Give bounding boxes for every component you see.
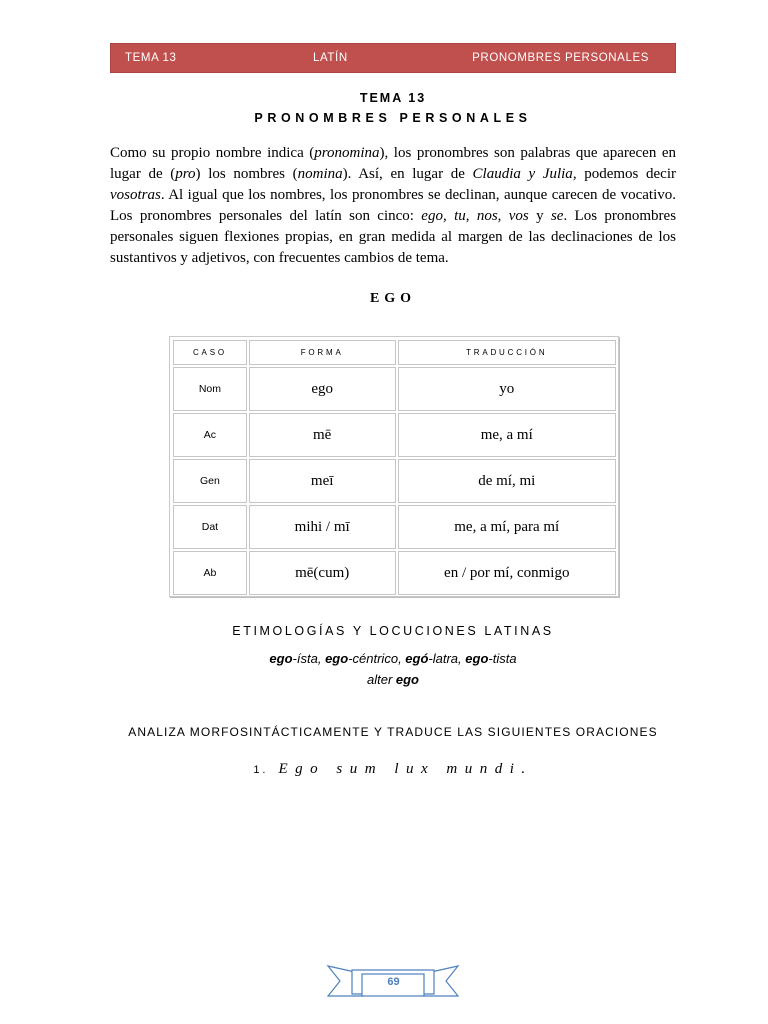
form-cell: mē(cum) (249, 551, 396, 595)
column-header-forma: FORMA (249, 340, 396, 365)
translation-cell: me, a mí, para mí (398, 505, 617, 549)
form-cell: mē (249, 413, 396, 457)
form-cell: mihi / mī (249, 505, 396, 549)
case-cell: Gen (173, 459, 247, 503)
exercise-heading: ANALIZA MORFOSINTÁCTICAMENTE Y TRADUCE LAS SIGUIENTES ORACIONES (128, 725, 658, 739)
table-row (173, 551, 616, 595)
form-cell: meī (249, 459, 396, 503)
exercise-number: 1. (253, 764, 269, 776)
intro-paragraph: Como su propio nombre indica (pronomina), los pronombres son palabras que aparecen en lugar de (pro) los nombres (nomina). Así, en lugar de Claudia y Julia, podemos decir vosotras. Al igual que los nombres, los pronombres se declinan, aunque carecen de vocativo. Los pronombres personales del latín son cinco: ego, tu, nos, vos y se. Los pronombres personales siguen flexiones propias, en gran medida al margen de las declinaciones de los sustantivos y adjetivos, con frecuentes cambios de tema. (110, 145, 677, 266)
case-cell: Dat (173, 505, 247, 549)
page-number: 69 (387, 976, 400, 988)
etymology-heading: ETIMOLOGÍAS Y LOCUCIONES LATINAS (232, 624, 554, 638)
etymology-examples: ego-ísta, ego-céntrico, egó-latra, ego-tista (269, 651, 517, 666)
translation-cell: en / por mí, conmigo (398, 551, 617, 595)
translation-cell: me, a mí (398, 413, 617, 457)
column-header-traduccion: TRADUCCIÓN (398, 340, 617, 365)
declension-table-frame (169, 336, 619, 597)
header-section: PRONOMBRES PERSONALES (472, 52, 649, 64)
table-row (173, 367, 616, 411)
case-cell: Ac (173, 413, 247, 457)
translation-cell: de mí, mi (398, 459, 617, 503)
table-header-row (173, 340, 616, 365)
running-header (110, 43, 676, 73)
form-cell: ego (249, 367, 396, 411)
chapter-number: TEMA 13 (359, 91, 427, 105)
case-cell: Ab (173, 551, 247, 595)
exercise-sentence (110, 761, 676, 778)
chapter-title: PRONOMBRES PERSONALES (254, 111, 532, 125)
latin-locution: alter ego (366, 672, 420, 687)
header-subject: LATÍN (313, 52, 348, 64)
declension-table (171, 338, 618, 597)
header-topic: TEMA 13 (125, 52, 177, 64)
translation-cell: yo (398, 367, 617, 411)
section-heading-ego: EGO (369, 291, 417, 306)
table-row (173, 505, 616, 549)
column-header-caso: CASO (173, 340, 247, 365)
latin-sentence: Ego sum lux mundi. (278, 761, 533, 777)
table-row (173, 459, 616, 503)
table-row (173, 413, 616, 457)
case-cell: Nom (173, 367, 247, 411)
